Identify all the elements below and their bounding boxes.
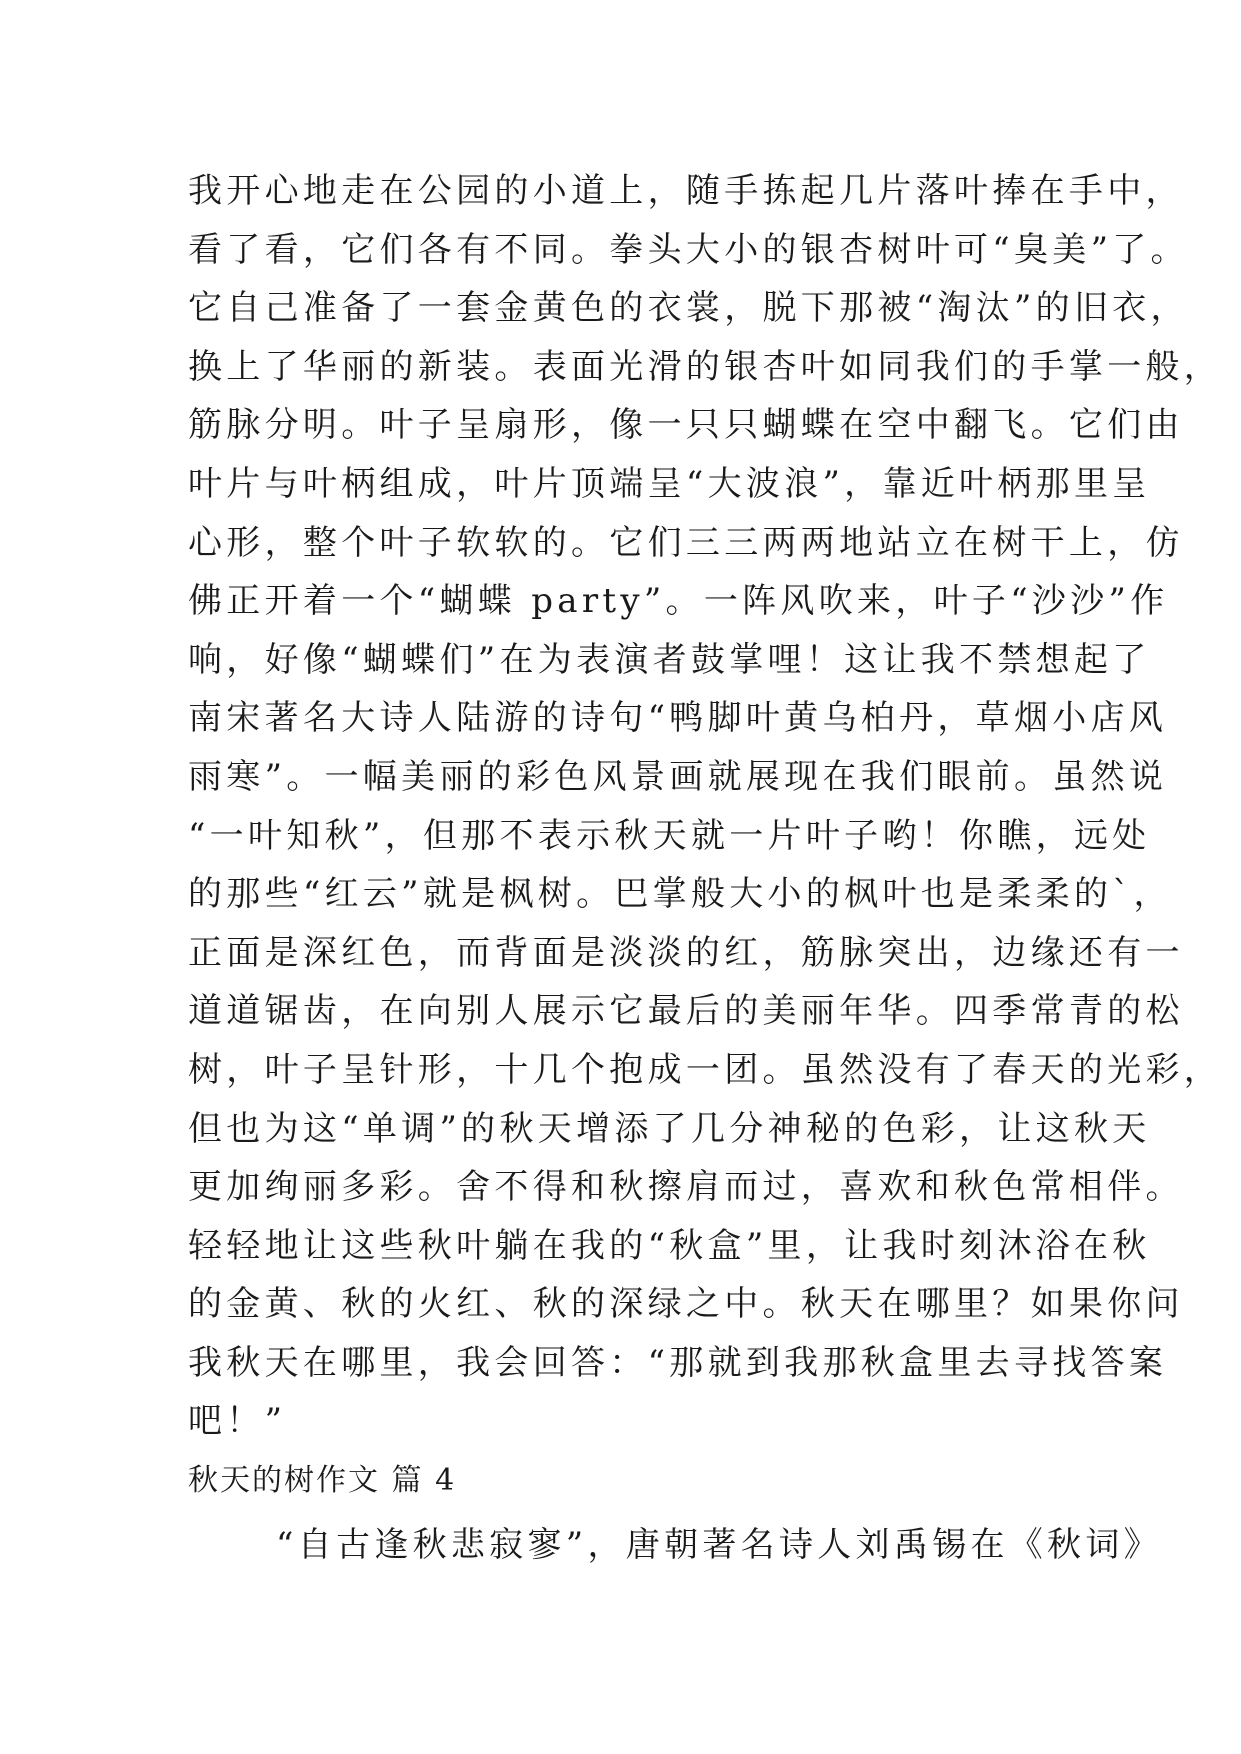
paragraph-line: 轻轻地让这些秋叶躺在我的“秋盒”里，让我时刻沐浴在秋 bbox=[188, 1225, 1151, 1266]
paragraph-line: 它自己准备了一套金黄色的衣裳，脱下那被“淘汰”的旧衣， bbox=[188, 288, 1189, 329]
paragraph-line: 佛正开着一个“蝴蝶 party”。一阵风吹来，叶子“沙沙”作 bbox=[188, 581, 1169, 622]
paragraph-line: 更加绚丽多彩。舍不得和秋擦肩而过，喜欢和秋色常相伴。 bbox=[188, 1167, 1184, 1208]
paragraph-line: 树，叶子呈针形，十几个抱成一团。虽然没有了春天的光彩， bbox=[188, 1049, 1223, 1090]
next-paragraph-line: “自古逢秋悲寂寥”，唐朝著名诗人刘禹锡在《秋词》 bbox=[276, 1525, 1162, 1566]
paragraph-line: 正面是深红色，而背面是淡淡的红，筋脉突出，边缘还有一 bbox=[188, 932, 1184, 973]
paragraph-line: 心形，整个叶子软软的。它们三三两两地站立在树干上，仿 bbox=[188, 522, 1184, 563]
paragraph-line: 筋脉分明。叶子呈扇形，像一只只蝴蝶在空中翻飞。它们由 bbox=[188, 405, 1184, 446]
paragraph-line: 南宋著名大诗人陆游的诗句“鸭脚叶黄乌柏丹，草烟小店风 bbox=[188, 698, 1168, 739]
document-body bbox=[188, 162, 1223, 1575]
paragraph-line: 换上了华丽的新装。表面光滑的银杏叶如同我们的手掌一般， bbox=[188, 346, 1223, 387]
paragraph-line: 道道锯齿，在向别人展示它最后的美丽年华。四季常青的松 bbox=[188, 991, 1184, 1032]
paragraph-line: 叶片与叶柄组成，叶片顶端呈“大波浪”，靠近叶柄那里呈 bbox=[188, 463, 1151, 504]
paragraph-line: 吧！” bbox=[188, 1401, 287, 1442]
paragraph-line: 的金黄、秋的火红、秋的深绿之中。秋天在哪里？如果你问 bbox=[188, 1284, 1184, 1325]
paragraph-line: 雨寒”。一幅美丽的彩色风景画就展现在我们眼前。虽然说 bbox=[188, 756, 1168, 797]
paragraph-line: 响，好像“蝴蝶们”在为表演者鼓掌哩！这让我不禁想起了 bbox=[188, 639, 1151, 680]
paragraph-line: 我秋天在哪里，我会回答：“那就到我那秋盒里去寻找答案 bbox=[188, 1342, 1168, 1383]
paragraph-line: “一叶知秋”，但那不表示秋天就一片叶子哟！你瞧，远处 bbox=[188, 815, 1151, 856]
paragraph-line: 看了看，它们各有不同。拳头大小的银杏树叶可“臭美”了。 bbox=[188, 229, 1189, 270]
section-heading: 秋天的树作文 篇 4 bbox=[188, 1463, 457, 1499]
paragraph-line: 我开心地走在公园的小道上，随手拣起几片落叶捧在手中， bbox=[188, 171, 1184, 211]
paragraph-line: 的那些“红云”就是枫树。巴掌般大小的枫叶也是柔柔的`， bbox=[188, 874, 1172, 915]
paragraph-line: 但也为这“单调”的秋天增添了几分神秘的色彩，让这秋天 bbox=[188, 1108, 1151, 1149]
